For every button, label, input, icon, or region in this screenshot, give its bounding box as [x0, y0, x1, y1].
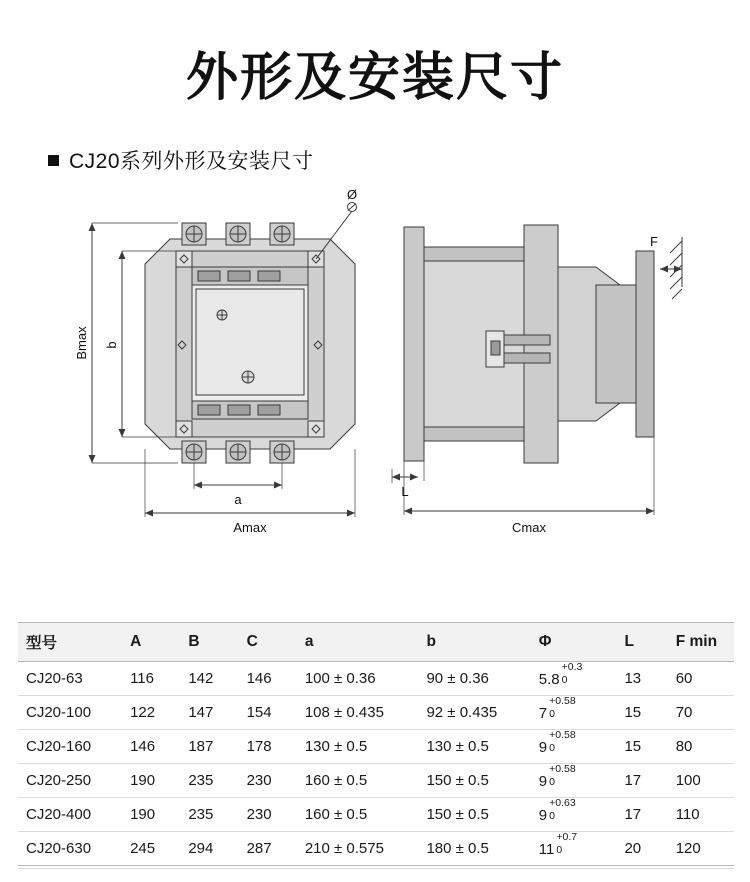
cell-a-lower: 160 ± 0.5	[297, 798, 419, 832]
table-header-fmin: F min	[668, 623, 734, 662]
cell-phi-lower: 0	[561, 674, 568, 686]
cell-model: CJ20-630	[18, 832, 122, 866]
cell-c: 230	[239, 764, 297, 798]
table-row	[18, 798, 734, 832]
cell-phi-upper: +0.58	[549, 763, 576, 775]
cell-a: 146	[122, 730, 180, 764]
label-b: b	[104, 341, 119, 349]
cell-phi-lower: 0	[549, 776, 555, 788]
cell-fmin: 110	[668, 798, 734, 832]
cell-a-lower: 108 ± 0.435	[297, 696, 419, 730]
table-header-b: B	[180, 623, 238, 662]
cell-phi-base: 11	[538, 841, 555, 858]
cell-fmin: 100	[668, 764, 734, 798]
cell-model: CJ20-400	[18, 798, 122, 832]
cell-model: CJ20-100	[18, 696, 122, 730]
cell-model: CJ20-63	[18, 662, 122, 696]
cell-phi-upper: +0.63	[549, 797, 576, 809]
cell-phi	[531, 730, 617, 764]
cell-a-lower: 100 ± 0.36	[297, 662, 419, 696]
cell-model: CJ20-250	[18, 764, 122, 798]
cell-a: 245	[122, 832, 180, 866]
cell-b-lower: 130 ± 0.5	[418, 730, 530, 764]
label-a: a	[234, 492, 242, 508]
cell-phi	[531, 662, 617, 696]
cell-c: 154	[239, 696, 297, 730]
cell-fmin: 60	[668, 662, 734, 696]
cell-phi	[531, 832, 617, 866]
cell-fmin: 70	[668, 696, 734, 730]
cell-fmin: 120	[668, 832, 734, 866]
table-header-c: C	[239, 623, 297, 662]
cell-b: 142	[180, 662, 238, 696]
cell-phi	[531, 696, 617, 730]
cell-a: 116	[122, 662, 180, 696]
table-header-phi: Φ	[531, 623, 617, 662]
table-header-a-lower: a	[297, 623, 419, 662]
cell-b: 187	[180, 730, 238, 764]
table-body	[18, 662, 734, 866]
cell-b: 147	[180, 696, 238, 730]
cell-c: 230	[239, 798, 297, 832]
cell-c: 146	[239, 662, 297, 696]
table-header-a: A	[122, 623, 180, 662]
cell-b: 235	[180, 798, 238, 832]
cell-phi-upper: +0.58	[549, 695, 576, 707]
label-phi: Ø	[346, 189, 358, 203]
drawing-svg	[0, 189, 750, 539]
table-header-model: 型号	[18, 623, 122, 662]
cell-b-lower: 180 ± 0.5	[418, 832, 530, 866]
cell-c: 287	[239, 832, 297, 866]
cell-phi-base: 9	[538, 773, 548, 790]
cell-a: 190	[122, 798, 180, 832]
section-subtitle	[48, 145, 750, 175]
cell-a: 190	[122, 764, 180, 798]
cell-l: 20	[616, 832, 667, 866]
footer-divider	[18, 868, 734, 869]
table-row	[18, 662, 734, 696]
cell-a: 122	[122, 696, 180, 730]
cell-phi-base: 5.8	[538, 671, 560, 688]
specifications-table	[18, 622, 734, 866]
cell-phi-base: 9	[538, 739, 548, 756]
cell-phi-upper: +0.58	[549, 729, 576, 741]
cell-fmin: 80	[668, 730, 734, 764]
cell-l: 15	[616, 730, 667, 764]
page-title: 外形及安装尺寸	[185, 49, 564, 107]
cell-l: 17	[616, 764, 667, 798]
cell-phi-lower: 0	[556, 844, 563, 856]
page-root	[0, 50, 750, 882]
cell-phi-base: 9	[538, 807, 548, 824]
cell-b-lower: 90 ± 0.36	[418, 662, 530, 696]
table-row	[18, 832, 734, 866]
dimension-drawing	[0, 189, 750, 539]
cell-c: 178	[239, 730, 297, 764]
label-bmax: Bmax	[74, 326, 89, 360]
cell-a-lower: 130 ± 0.5	[297, 730, 419, 764]
cell-b-lower: 150 ± 0.5	[418, 764, 530, 798]
cell-b-lower: 92 ± 0.435	[418, 696, 530, 730]
cell-a-lower: 160 ± 0.5	[297, 764, 419, 798]
cell-phi-lower: 0	[549, 810, 555, 822]
label-amax: Amax	[233, 520, 267, 536]
bullet-square-icon	[48, 155, 59, 166]
label-l: L	[401, 484, 409, 500]
table-header-l: L	[616, 623, 667, 662]
label-cmax: Cmax	[512, 520, 546, 536]
section-subtitle-label: CJ20系列外形及安装尺寸	[69, 150, 314, 174]
table-row	[18, 730, 734, 764]
table-row	[18, 764, 734, 798]
table-header-b-lower: b	[418, 623, 530, 662]
table-row	[18, 696, 734, 730]
cell-phi-upper: +0.7	[556, 831, 578, 843]
cell-phi	[531, 798, 617, 832]
cell-phi-lower: 0	[549, 708, 555, 720]
table-header-row	[18, 623, 734, 662]
cell-b: 294	[180, 832, 238, 866]
label-f: F	[650, 234, 658, 250]
cell-phi	[531, 764, 617, 798]
cell-b: 235	[180, 764, 238, 798]
cell-l: 17	[616, 798, 667, 832]
cell-a-lower: 210 ± 0.575	[297, 832, 419, 866]
cell-phi-upper: +0.3	[561, 661, 583, 673]
cell-l: 13	[616, 662, 667, 696]
cell-l: 15	[616, 696, 667, 730]
cell-phi-base: 7	[538, 705, 548, 722]
cell-model: CJ20-160	[18, 730, 122, 764]
cell-phi-lower: 0	[549, 742, 555, 754]
cell-b-lower: 150 ± 0.5	[418, 798, 530, 832]
